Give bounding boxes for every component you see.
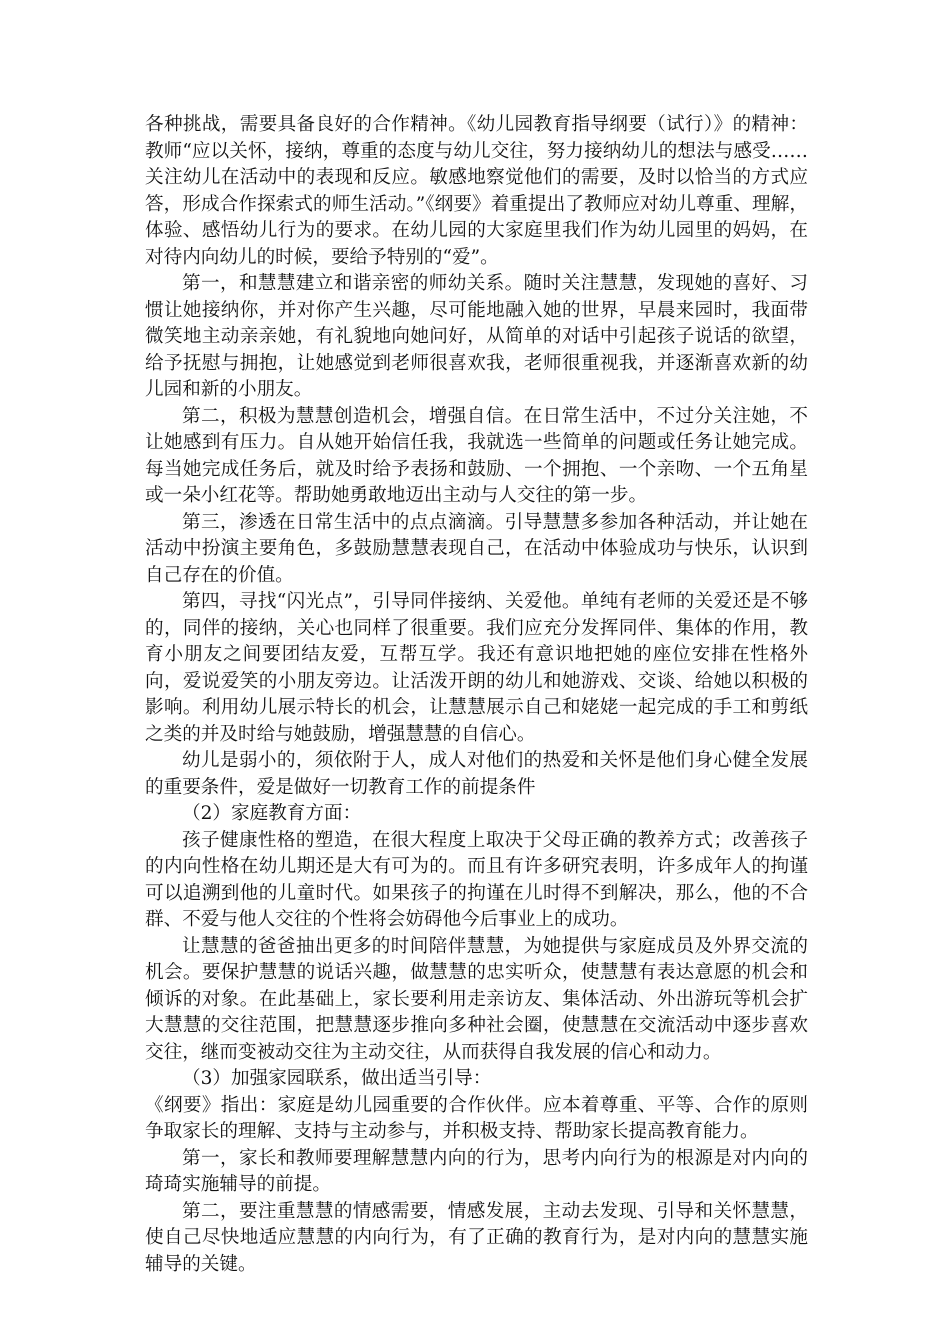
paragraph-third-daily-life: 第三，渗透在日常生活中的点点滴滴。引导慧慧多参加各种活动，并让她在活动中扮演主要角色，多鼓励慧慧表现自己，在活动中体验成功与快乐，认识到自己存在的价值。 bbox=[145, 511, 808, 586]
paragraph-intro: 各种挑战，需要具备良好的合作精神。《幼儿园教育指导纲要（试行）》的精神：教师“应以关怀，接纳，尊重的态度与幼儿交往，努力接纳幼儿的想法与感受……关注幼儿在活动中的表现和反应。敏感地察觉他们的需要，及时以恰当的方式应答，形成合作探索式的师生活动。”《纲要》着重提出了教师应对幼儿尊重、理解，体验、感悟幼儿行为的要求。在幼儿园的大家庭里我们作为幼儿园里的妈妈，在对待内向幼儿的时候，要给予特别的“爱”。 bbox=[145, 114, 808, 268]
section-heading-family-education: （2）家庭教育方面： bbox=[182, 803, 362, 824]
paragraph-fourth-peers: 第四，寻找“闪光点”，引导同伴接纳、关爱他。单纯有老师的关爱还是不够的，同伴的接纳，关心也同样了很重要。我们应充分发挥同伴、集体的作用，教育小朋友之间要团结友爱，互帮互学。我还有意识地把她的座位安排在性格外向，爱说爱笑的小朋友旁边。让活泼开朗的幼儿和她游戏、交谈、给她以积极的影响。利用幼儿展示特长的机会，让慧慧展示自己和姥姥一起完成的手工和剪纸之类的并及时给与她鼓励，增强慧慧的自信心。 bbox=[145, 591, 808, 745]
paragraph-guideline-quote: 《纲要》指出：家庭是幼儿园重要的合作伙伴。应本着尊重、平等、合作的原则争取家长的理解、支持与主动参与，并积极支持、帮助家长提高教育能力。 bbox=[145, 1094, 808, 1142]
document-body bbox=[145, 112, 808, 1278]
paragraph-love-premise: 幼儿是弱小的，须依附于人，成人对他们的热爱和关怀是他们身心健全发展的重要条件，爱是做好一切教育工作的前提条件 bbox=[145, 750, 808, 798]
paragraph-second-confidence: 第二，积极为慧慧创造机会，增强自信。在日常生活中，不过分关注她，不让她感到有压力。自从她开始信任我，我就选一些简单的问题或任务让她完成。每当她完成任务后，就及时给予表扬和鼓励、一个拥抱、一个亲吻、一个五角星或一朵小红花等。帮助她勇敢地迈出主动与人交往的第一步。 bbox=[145, 405, 808, 506]
section-heading-home-school: （3）加强家园联系，做出适当引导： bbox=[182, 1068, 492, 1089]
paragraph-emotional-needs: 第二，要注重慧慧的情感需要，情感发展，主动去发现、引导和关怀慧慧，使自己尽快地适应慧慧的内向行为，有了正确的教育行为，是对内向的慧慧实施辅导的关键。 bbox=[145, 1200, 808, 1275]
paragraph-parenting-style: 孩子健康性格的塑造，在很大程度上取决于父母正确的教养方式；改善孩子的内向性格在幼儿期还是大有可为的。而且有许多研究表明，许多成年人的拘谨可以追溯到他的儿童时代。如果孩子的拘谨在儿时得不到解决，那么，他的不合群、不爱与他人交往的个性将会妨碍他今后事业上的成功。 bbox=[145, 829, 808, 930]
paragraph-understand-behavior: 第一，家长和教师要理解慧慧内向的行为，思考内向行为的根源是对内向的琦琦实施辅导的前提。 bbox=[145, 1147, 808, 1195]
paragraph-first-relationship: 第一，和慧慧建立和谐亲密的师幼关系。随时关注慧慧，发现她的喜好、习惯让她接纳你，并对你产生兴趣，尽可能地融入她的世界，早晨来园时，我面带微笑地主动亲亲她，有礼貌地向她问好，从简单的对话中引起孩子说话的欲望，给予抚慰与拥抱，让她感觉到老师很喜欢我，老师很重视我，并逐渐喜欢新的幼儿园和新的小朋友。 bbox=[145, 273, 808, 400]
paragraph-father-companionship: 让慧慧的爸爸抽出更多的时间陪伴慧慧，为她提供与家庭成员及外界交流的机会。要保护慧慧的说话兴趣，做慧慧的忠实听众，使慧慧有表达意愿的机会和倾诉的对象。在此基础上，家长要利用走亲访友、集体活动、外出游玩等机会扩大慧慧的交往范围，把慧慧逐步推向多种社会圈，使慧慧在交流活动中逐步喜欢交往，继而变被动交往为主动交往，从而获得自我发展的信心和动力。 bbox=[145, 935, 808, 1063]
